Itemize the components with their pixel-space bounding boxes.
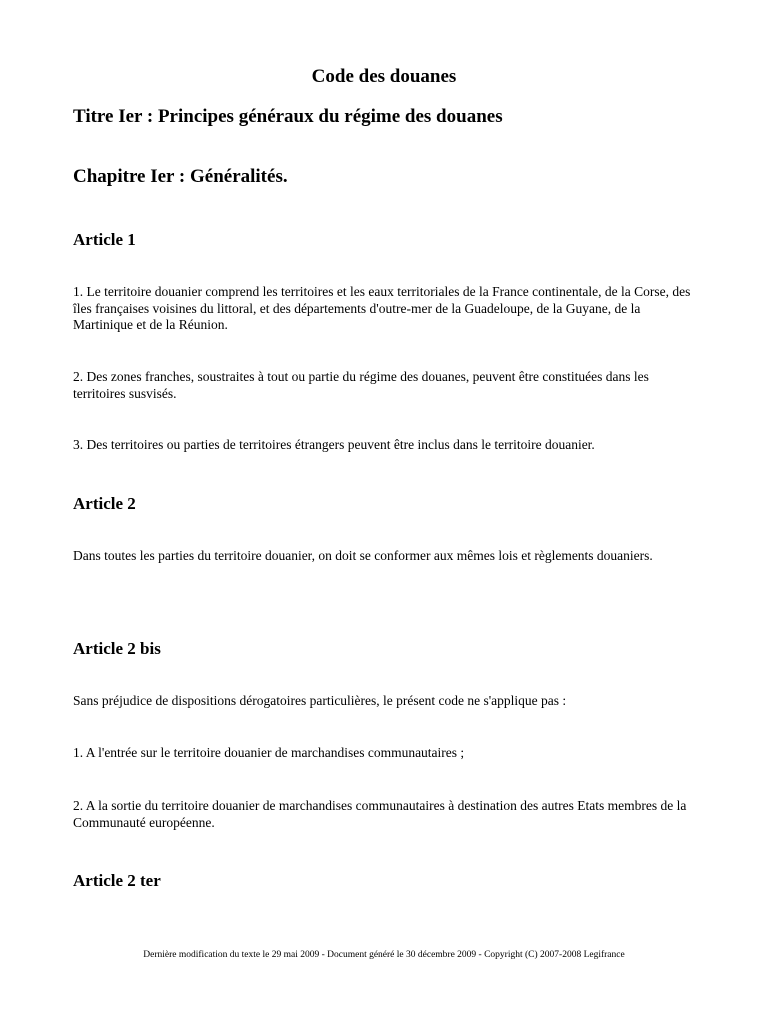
document-title: Code des douanes (311, 66, 457, 87)
article-1-paragraph-3: 3. Des territoires ou parties de territoires étrangers peuvent être inclus dans le territoire douanier. (73, 437, 595, 452)
page-footer: Dernière modification du texte le 29 mai 2009 - Document généré le 30 décembre 2009 - Copyright (C) 2007-2008 Legifrance (143, 950, 625, 960)
article-2-bis-heading: Article 2 bis (73, 639, 161, 658)
article-1-heading: Article 1 (73, 230, 136, 249)
chapitre-heading: Chapitre Ier : Généralités. (73, 166, 288, 187)
article-2-paragraph-1: Dans toutes les parties du territoire douanier, on doit se conformer aux mêmes lois et règlements douaniers. (73, 548, 653, 563)
article-2-bis-paragraph-3: 2. A la sortie du territoire douanier de marchandises communautaires à destination des autres Etats membres de la Communauté européenne. (73, 798, 687, 830)
article-2-heading: Article 2 (73, 494, 136, 513)
article-2-ter-heading: Article 2 ter (73, 871, 161, 890)
article-2-bis-paragraph-1: Sans préjudice de dispositions dérogatoires particulières, le présent code ne s'applique pas : (73, 693, 567, 708)
titre-heading: Titre Ier : Principes généraux du régime des douanes (73, 106, 503, 127)
article-2-bis-paragraph-2: 1. A l'entrée sur le territoire douanier de marchandises communautaires ; (73, 745, 465, 760)
article-1-paragraph-2: 2. Des zones franches, soustraites à tout ou partie du régime des douanes, peuvent être constituées dans les territoires susvisés. (73, 369, 649, 401)
article-1-paragraph-1: 1. Le territoire douanier comprend les territoires et les eaux territoriales de la France continentale, de la Corse, des îles françaises voisines du littoral, et des départements d'outre-mer de la Guadeloupe, de la Guyane, de la Martinique et de la Réunion. (73, 284, 691, 332)
